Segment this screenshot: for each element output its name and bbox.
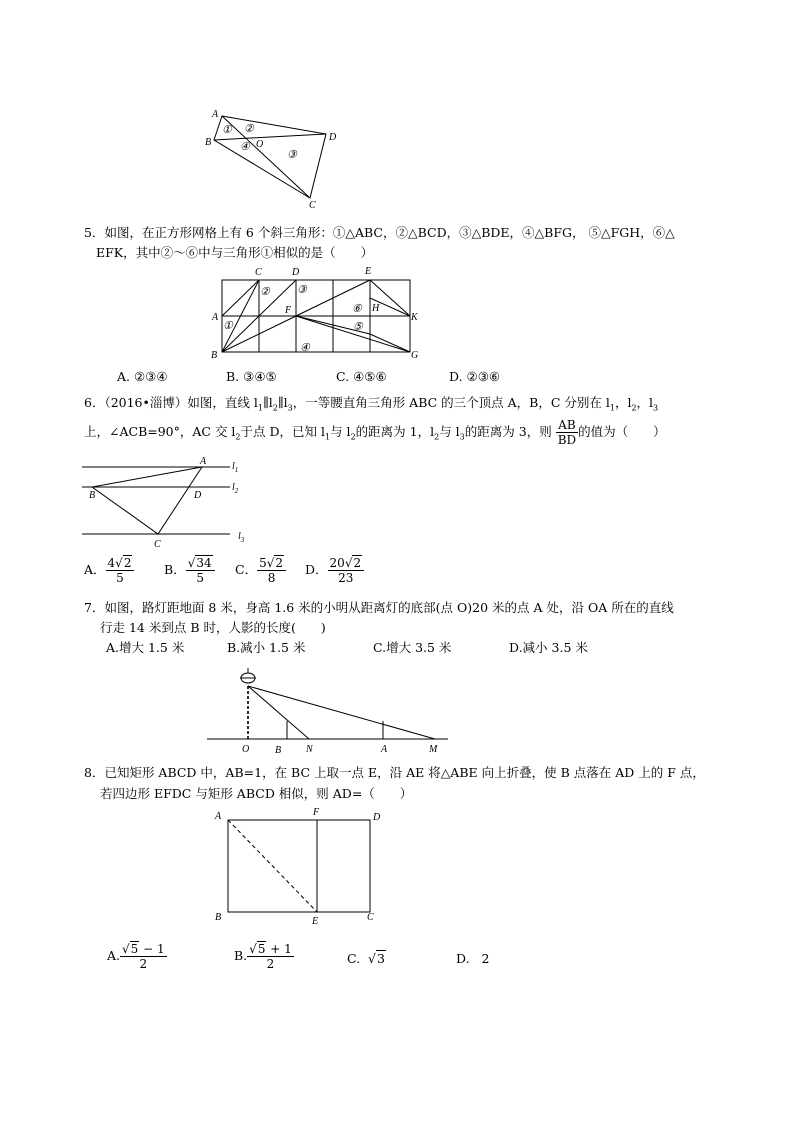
figure-grid — [208, 262, 423, 362]
q6-line1: 6．（2016•淄博）如图，直线 $l_1\parallel l_2\parallel l_3$，一等腰直角三角形 ABC 的三个顶点 A，B，C 分别在 $l_1$，$l_2$，$l_3$ — [84, 395, 659, 413]
light-label-B: B — [275, 745, 282, 756]
q7-option-a[interactable]: A.增大 1.5 米 — [106, 640, 185, 655]
light-label-A: A — [381, 744, 388, 755]
q8-option-d[interactable]: D. 2 — [456, 951, 490, 966]
grid-label-F: F — [285, 305, 292, 316]
region-1: ① — [222, 124, 232, 136]
q6-option-b[interactable]: B． $\frac{√34}{5}$ — [164, 556, 215, 585]
grid-region-5: ⑤ — [353, 321, 363, 333]
q5-option-b[interactable]: B. ③④⑤ — [226, 369, 277, 384]
rect-label-B: B — [215, 912, 222, 923]
figure-rectangle — [210, 802, 390, 927]
q8-line2: 若四边形 EFDC 与矩形 ABCD 相似，则 AD=（ ） — [100, 786, 413, 801]
ratio-ab-bd: $\frac{AB}{BD}$ — [557, 418, 577, 447]
rect-label-F: F — [313, 807, 320, 818]
grid-label-E: E — [365, 266, 372, 277]
q5-option-c[interactable]: C. ④⑤⑥ — [336, 369, 387, 384]
grid-region-2: ② — [260, 286, 270, 298]
region-3: ③ — [287, 149, 297, 161]
q6-option-a[interactable]: A． $\frac{4√2}{5}$ — [84, 556, 134, 585]
grid-label-G: G — [411, 350, 419, 361]
label-A: A — [212, 109, 219, 120]
line-l1: $l_1$ — [232, 461, 239, 474]
label-O: O — [256, 139, 264, 150]
light-label-O: O — [242, 744, 250, 755]
q8-option-c[interactable]: C. √3 — [347, 951, 385, 966]
grid-label-H: H — [372, 303, 380, 314]
grid-region-3: ③ — [297, 284, 307, 296]
rect-label-C: C — [367, 912, 374, 923]
q7-option-b[interactable]: B.减小 1.5 米 — [227, 640, 306, 655]
rect-label-A: A — [215, 811, 222, 822]
l-label-A: A — [200, 456, 207, 467]
q5-option-d[interactable]: D. ②③⑥ — [449, 369, 501, 384]
grid-label-D: D — [292, 267, 300, 278]
light-label-N: N — [306, 744, 313, 755]
q7-option-d[interactable]: D.减小 3.5 米 — [509, 640, 588, 655]
q6-option-d[interactable]: D． $\frac{20√2}{23}$ — [305, 556, 364, 585]
region-4: ④ — [240, 141, 250, 153]
l-label-D: D — [194, 490, 202, 501]
l-label-B: B — [89, 490, 96, 501]
figure-parallel-lines — [80, 452, 255, 552]
q7-line1: 7．如图，路灯距地面 8 米，身高 1.6 米的小明从距离灯的底部(点 O)20 米的点 A 处，沿 OA 所在的直线 — [84, 600, 674, 615]
l-label-C: C — [154, 539, 161, 550]
light-label-M: M — [429, 744, 438, 755]
label-B: B — [205, 137, 212, 148]
q7-option-c[interactable]: C.增大 3.5 米 — [373, 640, 452, 655]
grid-label-B: B — [211, 350, 218, 361]
grid-region-4: ④ — [300, 342, 310, 354]
line-l3: $l_3$ — [238, 531, 245, 544]
rect-label-D: D — [373, 812, 381, 823]
q8-option-b[interactable]: B. $\frac{√5 + 1}{2}$ — [234, 942, 292, 971]
region-2: ② — [244, 123, 254, 135]
q8-line1: 8．已知矩形 ABCD 中，AB=1，在 BC 上取一点 E，沿 AE 将△ABE 向上折叠，使 B 点落在 AD 上的 F 点， — [84, 765, 705, 780]
q5-line2: EFK，其中②～⑥中与三角形①相似的是（ ） — [96, 245, 374, 260]
rect-label-E: E — [312, 916, 319, 927]
q6-option-c[interactable]: C． $\frac{5√2}{8}$ — [235, 556, 286, 585]
grid-label-K: K — [411, 312, 418, 323]
q6-line2: 上，∠ACB=90°，AC 交 $l_2$于点 D，已知 $l_1$与 $l_2$的距离为 1，$l_2$与 $l_3$的距离为 3，则 $\frac{AB}{BD}$ 的值为（ ） — [84, 418, 666, 447]
q8-option-a[interactable]: A. $\frac{√5 - 1}{2}$ — [107, 942, 165, 971]
grid-region-1: ① — [223, 320, 233, 332]
q5-option-a[interactable]: A. ②③④ — [117, 369, 168, 384]
line-l2: $l_2$ — [232, 482, 239, 495]
figure-streetlight — [205, 664, 450, 759]
q7-line2: 行走 14 米到点 B 时，人影的长度( ) — [100, 620, 326, 635]
q5-line1: 5．如图，在正方形网格上有 6 个斜三角形：①△ABC，②△BCD，③△BDE，④△BFG， ⑤△FGH，⑥△ — [84, 225, 675, 240]
label-D: D — [329, 132, 337, 143]
grid-label-C: C — [255, 267, 262, 278]
label-C: C — [309, 200, 316, 211]
grid-region-6: ⑥ — [352, 303, 362, 315]
grid-label-A: A — [212, 312, 219, 323]
figure-quadrilateral — [200, 100, 350, 215]
